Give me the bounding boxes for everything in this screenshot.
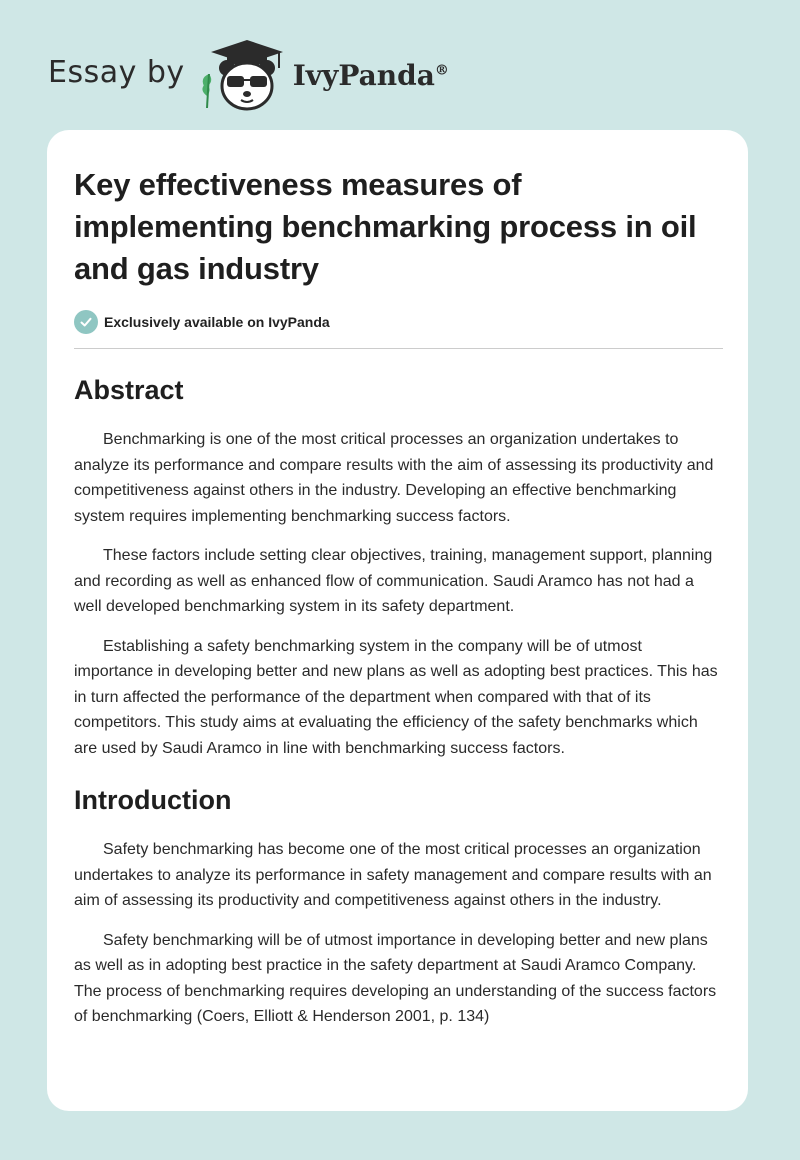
divider [74,348,723,349]
paragraph: Safety benchmarking will be of utmost importance in developing better and new plans as well as in adopting best practice in the safety department at Saudi Aramco Company. The process of benchmarking requires developing an understanding of the success factors of benchmarking (Coers, Elliott & Henderson 2001, p. 134) [74,931,717,1025]
brand-name: IvyPanda® [292,58,449,92]
brand-prefix: Essay by [48,54,185,90]
essay-card [47,130,748,1111]
paragraph: Safety benchmarking has become one of the most critical processes an organization undertakes to analyze its performance in safety management and compare results with an aim of assessing its productivity and competitiveness against others in the industry. [74,841,712,909]
essay-title: Key effectiveness measures of implementing benchmarking process in oil and gas industry [74,167,697,286]
check-icon [74,310,98,334]
section-heading-abstract: Abstract [74,375,184,405]
paragraph: Benchmarking is one of the most critical processes an organization undertakes to analyze its performance and compare results with the aim of assessing its productivity and competitiveness against others in the industry. Developing an effective benchmarking system requires implementing benchmarking success factors. [74,431,714,525]
exclusive-badge [74,310,722,334]
badge-text: Exclusively available on IvyPanda [104,314,330,330]
panda-logo-icon [197,36,289,112]
registered-mark: ® [434,62,449,79]
brand-logo[interactable] [48,36,449,112]
paragraph: These factors include setting clear objectives, training, management support, planning and recording as well as enhanced flow of communication. Saudi Aramco has not had a well developed benchmarking system in its safety department. [74,547,713,615]
section-heading-introduction: Introduction [74,785,232,815]
paragraph: Establishing a safety benchmarking system in the company will be of utmost importance in developing better and new plans as well as adopting best practices. This has in turn affected the performance of the department when compared with that of its competitors. This study aims at evaluating the efficiency of the safety benchmarks which are used by Saudi Aramco in line with benchmarking success factors. [74,637,718,757]
